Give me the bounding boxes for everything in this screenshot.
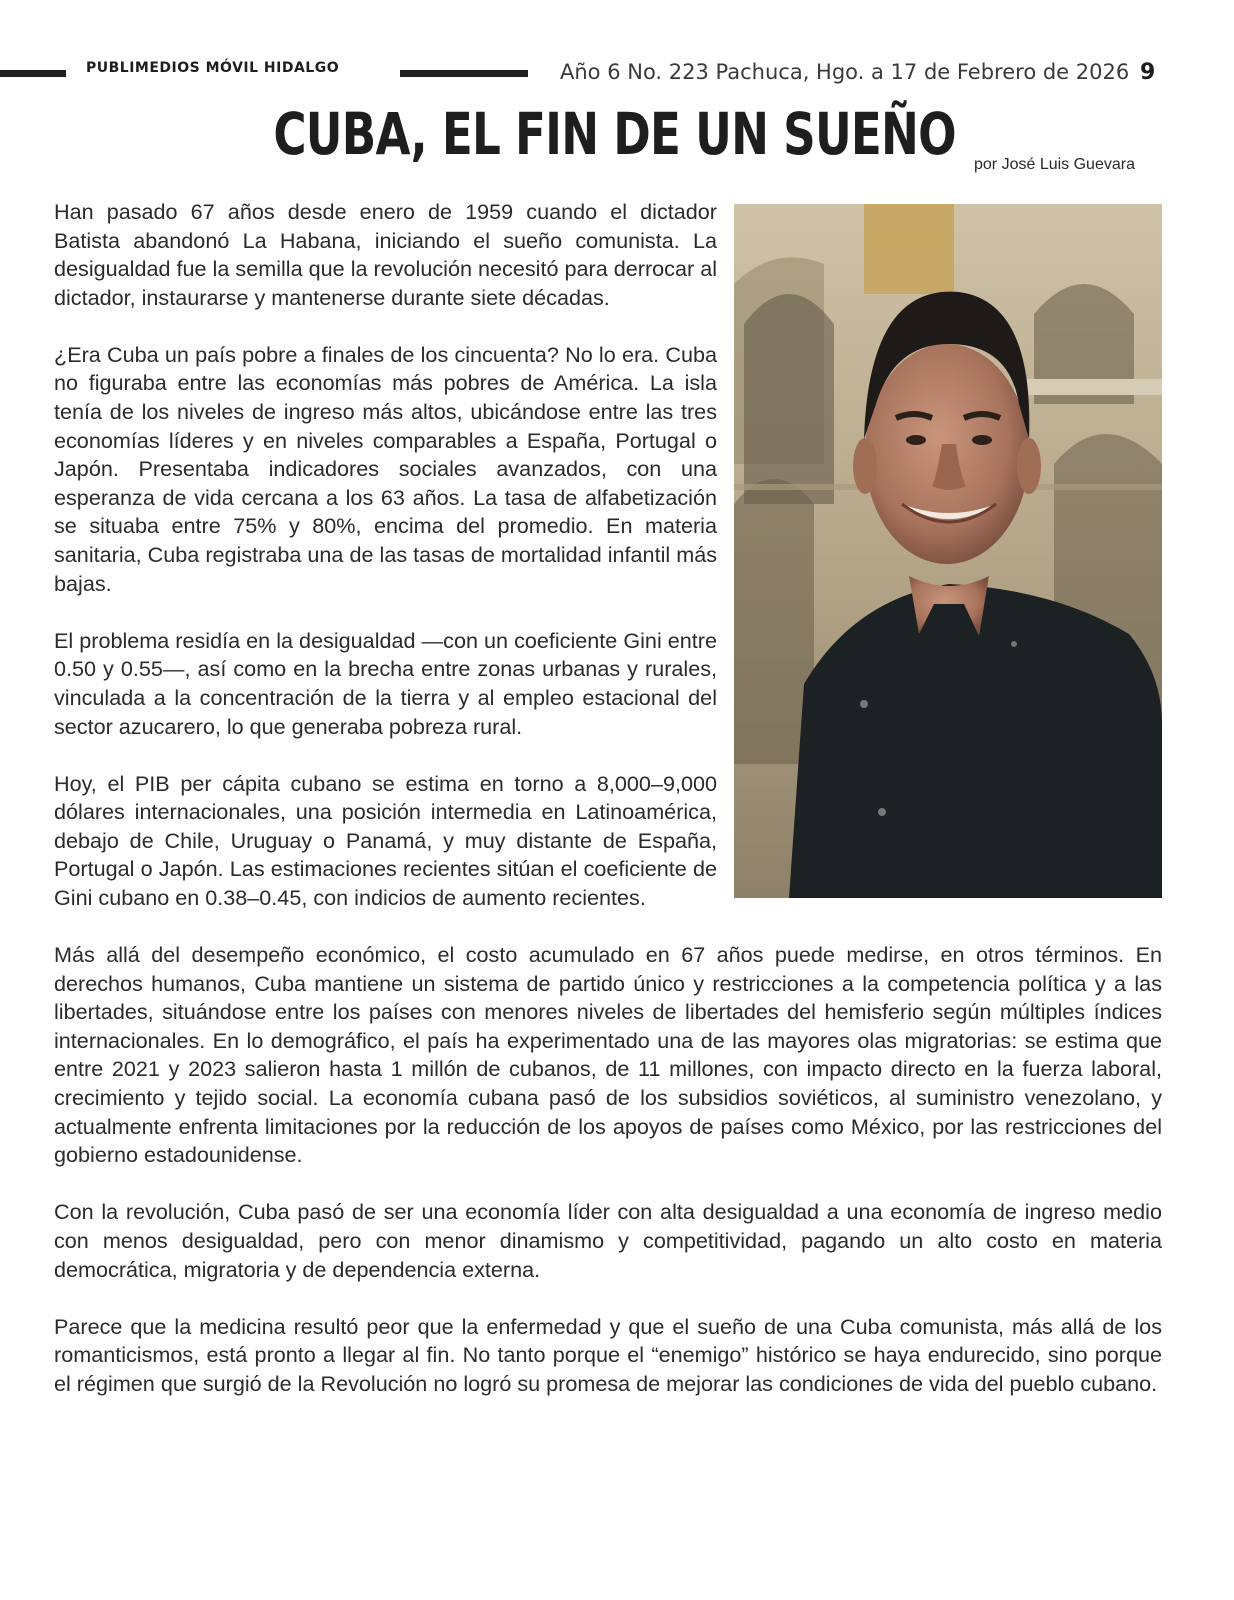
- article-title: CUBA, EL FIN DE UN SUEÑO: [273, 100, 956, 168]
- article-body: [54, 198, 1162, 1427]
- paragraph: Parece que la medicina resultó peor que la enfermedad y que el sueño de una Cuba comunista, más allá de los romanticismos, está pronto a llegar al fin. No tanto porque el “enemigo” histórico se haya endurecido, sino porque el régimen que surgió de la Revolución no logró su promesa de mejorar las condiciones de vida del pueblo cubano.: [54, 1313, 1162, 1396]
- paragraph: El problema residía en la desigualdad —con un coeficiente Gini entre 0.50 y 0.55—, así como en la brecha entre zonas urbanas y rurales, vinculada a la concentración de la tierra y al empleo estacional del sector azucarero, lo que generaba pobreza rural.: [54, 627, 717, 739]
- publication-name: PUBLIMEDIOS MÓVIL HIDALGO: [86, 60, 340, 76]
- page-number: 9: [1140, 60, 1156, 85]
- photo-space: [717, 198, 1162, 900]
- paragraph: Han pasado 67 años desde enero de 1959 cuando el dictador Batista abandonó La Habana, iniciando el sueño comunista. La desigualdad fue la semilla que la revolución necesitó para derrocar al dictador, instaurarse y mantenerse durante siete décadas.: [54, 199, 717, 310]
- paragraph: Más allá del desempeño económico, el costo acumulado en 67 años puede medirse, en otros términos. En derechos humanos, Cuba mantiene un sistema de partido único y restricciones a la competencia política y a las libertades, situándose entre los países con menores niveles de libertades del hemisferio según múltiples índices internacionales. En lo demográfico, el país ha experimentado una de las mayores olas migratorias: se estima que entre 2021 y 2023 salieron hasta 1 millón de cubanos, de 11 millones, con impacto directo en la fuerza laboral, crecimiento y tejido social. La economía cubana pasó de los subsidios soviéticos, al suministro venezolano, y actualmente enfrenta limitaciones por la reducción de los apoyos de países como México, por las restricciones del gobierno estadounidense.: [54, 942, 1162, 1168]
- byline: por José Luis Guevara: [974, 156, 1135, 173]
- header-rule-middle: [400, 70, 528, 77]
- header-rule-left: [0, 70, 66, 77]
- paragraph: Hoy, el PIB per cápita cubano se estima en torno a 8,000–9,000 dólares internacionales, una posición intermedia en Latinoamérica, debajo de Chile, Uruguay o Panamá, y muy distante de España, Portugal o Japón. Las estimaciones recientes sitúan el coeficiente de Gini cubano en 0.38–0.45, con indicios de aumento recientes.: [54, 770, 717, 910]
- paragraph: ¿Era Cuba un país pobre a finales de los cincuenta? No lo era. Cuba no figuraba entre las economías más pobres de América. La isla tenía de los niveles de ingreso más altos, ubicándose entre las tres economías líderes y en niveles comparables a España, Portugal o Japón. Presentaba indicadores sociales avanzados, con una esperanza de vida cercana a los 63 años. La tasa de alfabetización se situaba entre 75% y 80%, encima del promedio. En materia sanitaria, Cuba registraba una de las tasas de mortalidad infantil más bajas.: [54, 341, 717, 596]
- paragraph: Con la revolución, Cuba pasó de ser una economía líder con alta desigualdad a una economía de ingreso medio con menos desigualdad, pero con menor dinamismo y competitividad, pagando un alto costo en materia democrática, migratoria y de dependencia externa.: [54, 1199, 1162, 1282]
- issue-line: Año 6 No. 223 Pachuca, Hgo. a 17 de Febrero de 2026: [560, 60, 1130, 84]
